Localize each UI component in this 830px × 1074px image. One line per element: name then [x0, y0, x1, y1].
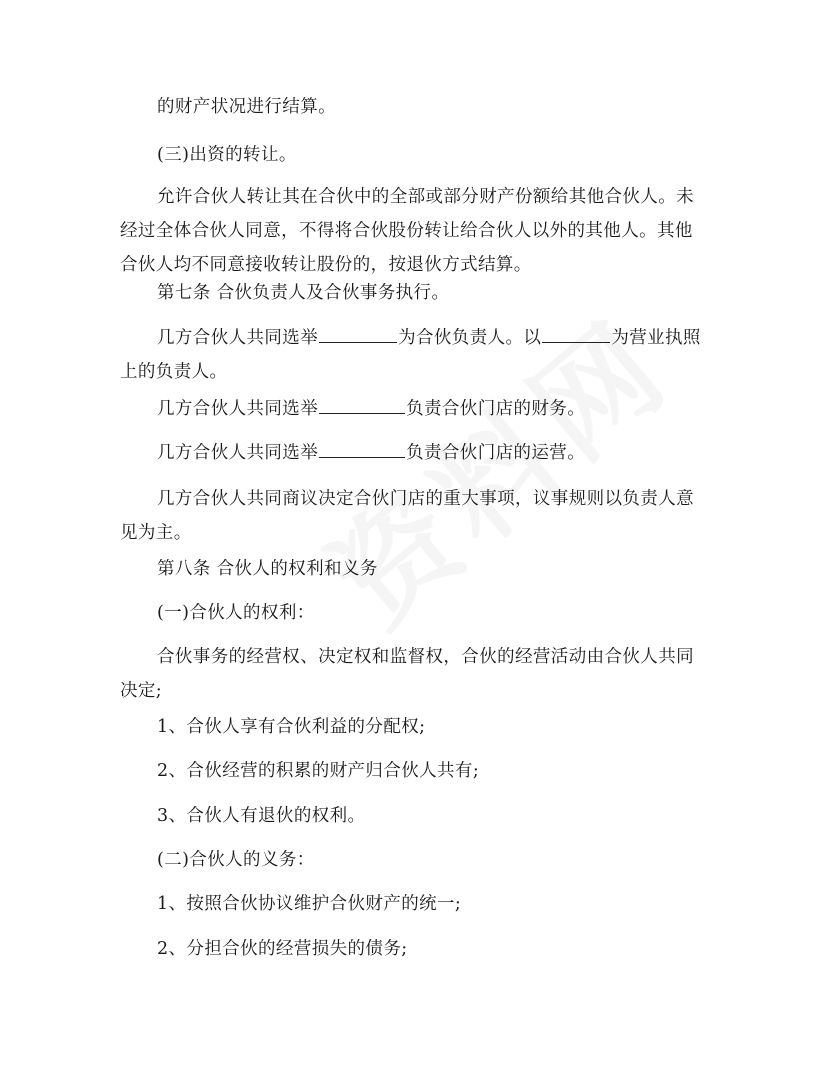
- list-item-right-3: 3、合伙人有退伙的权利。: [157, 806, 366, 826]
- heading-partner-obligations: (二)合伙人的义务：: [157, 850, 315, 870]
- operations-person-blank[interactable]: [319, 437, 405, 458]
- paragraph-transfer-rules: 允许合伙人转让其在合伙中的全部或部分财产份额给其他合伙人。未经过全体合伙人同意，不得将合伙股份转让给合伙人以外的其他人。其他合伙人均不同意接收转让股份的，按退伙方式结算。: [120, 187, 694, 275]
- elect-finance-text-2: 负责合伙门店的财务。: [406, 399, 586, 419]
- paragraph-elect-operations: [120, 436, 710, 470]
- paragraph-elect-leader: [120, 321, 710, 389]
- elect-operations-text-1: 几方合伙人共同选举: [157, 443, 319, 463]
- elect-finance-text-1: 几方合伙人共同选举: [157, 399, 319, 419]
- leader-name-blank[interactable]: [319, 322, 397, 343]
- paragraph-major-matters: 几方合伙人共同商议决定合伙门店的重大事项，议事规则以负责人意见为主。: [120, 489, 694, 543]
- list-item-right-1: 1、合伙人享有合伙利益的分配权;: [157, 717, 426, 737]
- article-seven-heading: 第七条 合伙负责人及合伙事务执行。: [157, 283, 450, 303]
- paragraph-rights-overview: 合伙事务的经营权、决定权和监督权，合伙的经营活动由合伙人共同决定;: [120, 647, 694, 701]
- elect-leader-text-1: 几方合伙人共同选举: [157, 328, 319, 348]
- paragraph-settlement: 的财产状况进行结算。: [157, 97, 336, 117]
- list-item-obligation-2: 2、分担合伙的经营损失的债务;: [157, 939, 408, 959]
- article-eight-heading: 第八条 合伙人的权利和义务: [157, 559, 378, 579]
- elect-leader-text-2: 为合伙负责人。以: [398, 328, 542, 348]
- list-item-obligation-1: 1、按照合伙协议维护合伙财产的统一;: [157, 894, 462, 914]
- heading-partner-rights: (一)合伙人的权利：: [157, 603, 315, 623]
- list-item-right-2: 2、合伙经营的积累的财产归合伙人共有;: [157, 761, 480, 781]
- license-leader-blank[interactable]: [542, 322, 610, 343]
- heading-capital-transfer: (三)出资的转让。: [157, 145, 297, 165]
- finance-person-blank[interactable]: [319, 393, 405, 414]
- elect-operations-text-2: 负责合伙门店的运营。: [406, 443, 586, 463]
- elect-leader-text-3: 为营业执照上的负责人。: [120, 328, 701, 382]
- paragraph-elect-finance: [120, 392, 710, 426]
